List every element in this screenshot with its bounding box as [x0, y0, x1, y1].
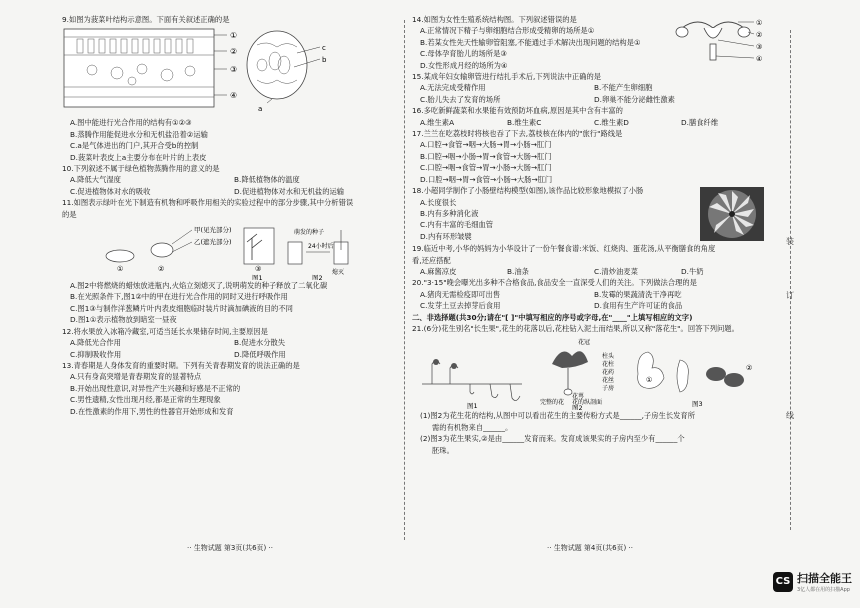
q20-option-b: B.发霉的果蔬清洗干净再吃: [594, 289, 682, 299]
leaf-label-2: ②: [230, 47, 238, 57]
q19-option-b: B.油条: [507, 266, 529, 276]
q10-option-b: B.降低植物体的温度: [234, 175, 300, 185]
q14-stem: 14.如图为女性生殖系统结构图。下列叙述错误的是: [412, 15, 577, 24]
q12-option-d: D.降低呼吸作用: [234, 349, 286, 359]
q9-option-c: C.a是气体进出的门户,其开合受b的控制: [70, 141, 199, 151]
leaf-label-b: b: [322, 56, 327, 65]
q11-figure: [62, 220, 398, 280]
q17-option-d: D.口腔→咽→胃→食管→小肠→大肠→肛门: [420, 174, 553, 184]
fig-label-light: 甲(见光部分): [194, 226, 232, 235]
peanut-diagram: [412, 334, 768, 410]
fig-label-seeds: 萌发的种子: [294, 229, 325, 237]
q19-option-c: C.清炒油麦菜: [594, 266, 638, 276]
leaf-label-a: a: [258, 105, 263, 114]
fruit-label-1: ①: [646, 376, 653, 385]
q13-stem: 13.青春期是人身体发育的重要时期。下列有关青春期发育的说法正确的是: [62, 360, 300, 370]
label-corolla: 花冠: [578, 339, 591, 347]
repro-label-3: ③: [756, 43, 763, 51]
q18-stem: 18.小超同学制作了小肠壁结构模型(如图),该作品比较形象地模拟了小肠: [412, 186, 644, 196]
q15-option-c: C.胎儿失去了发育的场所: [420, 94, 501, 104]
q10-option-d: D.促进植物体对水和无机盐的运输: [234, 186, 345, 196]
leaf-structure-diagram: [62, 25, 392, 117]
q9-option-b: B.蒸腾作用能促进水分和无机盐沿着②运输: [70, 129, 208, 139]
binder-char-1: 装: [786, 237, 794, 246]
q21-figure: [412, 334, 768, 410]
q16-option-a: A.维生素A: [420, 117, 455, 127]
label-filament: 花丝: [602, 377, 615, 385]
fig-label-shade: 乙(遮光部分): [194, 238, 232, 247]
fig2-caption: 图2: [312, 274, 323, 281]
cs-logo-icon: CS: [773, 572, 793, 592]
female-reproductive-diagram: [668, 14, 768, 70]
q10-option-c: C.促进植物体对水的吸收: [70, 186, 151, 196]
q13-option-d: D.在性激素的作用下,男性的性器官开始形成和发育: [70, 406, 234, 416]
q18-option-d: D.内有环形皱襞: [420, 231, 472, 241]
q13-option-c: C.男性遗精,女性出现月经,都是正常的生理现象: [70, 395, 221, 405]
q20-option-c: C.发芽土豆去掉芽后食用: [420, 301, 501, 311]
fig-label-out: 熄灭: [332, 269, 345, 277]
q13-option-a: A.只有身高突增是青春期发育的显著特点: [70, 372, 202, 382]
leaf-label-1: ①: [230, 31, 238, 41]
center-fold-line: [404, 20, 405, 540]
label-complete-flower: 完整的花: [540, 399, 565, 407]
svg-text:①: ①: [117, 265, 124, 274]
q13-option-b: B.开始出现性意识,对异性产生兴趣和好感是不正常的: [70, 383, 241, 393]
right-page-footer: ·· 生物试题 第4页(共6页) ··: [547, 543, 633, 552]
repro-label-1: ①: [756, 19, 763, 27]
q14-option-d: D.女性形成月经的场所为④: [420, 60, 508, 70]
q21-part2-cont: 胚珠。: [432, 445, 454, 455]
q14-option-b: B.若某女性先天性输卵管阻塞,不能通过手术解决出现问题的结构是①: [420, 37, 641, 47]
q20-stem: 20."3·15"晚会曝光出多种不合格食品,食品安全一直深受人们的关注。下列做法合理的是: [412, 278, 697, 288]
q12-option-c: C.抑制吸收作用: [70, 349, 122, 359]
q18-option-c: C.内有丰富的毛细血管: [420, 220, 494, 230]
fruit-label-2: ②: [746, 364, 753, 373]
q16-option-d: D.膳食纤维: [681, 117, 719, 127]
label-flower-section: 花的纵剖面: [572, 399, 603, 407]
q19-stem: 19.临近中考,小华的妈妈为小华设计了一份午餐食谱:米饭、红烧肉、蛋花汤,从平衡膳食的角度: [412, 244, 716, 254]
q17-option-a: A.口腔→食管→咽→大肠→胃→小肠→肛门: [420, 140, 552, 150]
q12-option-b: B.促进水分散失: [234, 338, 286, 348]
q9-stem: 9.如图为菠菜叶结构示意图。下面有关叙述正确的是: [62, 15, 230, 24]
q19-option-d: D.牛奶: [681, 266, 704, 276]
q21-stem: 21.(6分)花生别名"长生果",花生的花落以后,花柱钻入泥土而结果,所以又称"落花生"。回答下列问题。: [412, 323, 739, 333]
fig-label-24h: 24小时后: [308, 243, 334, 251]
q11-option-a: A.图2中将燃烧的蜡烛放进瓶内,火焰立刻熄灭了,说明萌发的种子释放了二氧化碳: [70, 281, 328, 291]
repro-label-4: ④: [756, 55, 763, 63]
svg-text:③: ③: [255, 265, 262, 274]
q15-option-b: B.不能产生卵细胞: [594, 83, 653, 93]
left-page-footer: ·· 生物试题 第3页(共6页) ··: [187, 543, 273, 552]
q21-part1: (1)图2为花生花的结构,从图中可以看出花生的主要传粉方式是______,子房生长发育所: [420, 411, 696, 421]
right-page: [412, 14, 768, 554]
intestine-model-photo: [698, 185, 768, 243]
q14-option-a: A.正常情况下精子与卵细胞结合形成受精卵的场所是①: [420, 26, 595, 36]
scanner-app-subtitle: 3亿人都在用的扫描App: [797, 587, 850, 593]
scanner-watermark-logo: [773, 570, 852, 593]
leaf-label-3: ③: [230, 65, 238, 75]
fig1-caption: 图1: [252, 274, 263, 281]
label-anther: 花药: [602, 369, 615, 377]
peanut-fig3-caption: 图3: [692, 400, 703, 409]
right-binding-line: [790, 30, 791, 530]
q21-part2: (2)图3为花生果实,②是由______发育而来。发育成该果实的子房内至少有______个: [420, 434, 685, 444]
q11-option-d: D.图1①表示植物放到暗室一昼夜: [70, 315, 177, 325]
q18-option-b: B.内有多种消化液: [420, 208, 479, 218]
q16-option-b: B.维生素C: [507, 117, 542, 127]
q21-part1-cont: 需的有机物来自______。: [432, 422, 513, 432]
q19-stem-cont: 看,还应搭配: [412, 255, 451, 265]
q12-stem: 12.将水果放入冰箱冷藏室,可适当延长水果储存时间,主要原因是: [62, 326, 268, 336]
q16-option-c: C.维生素D: [594, 117, 629, 127]
q20-option-a: A.猪肉无需检疫即可出售: [420, 289, 501, 299]
label-stigma: 柱头: [602, 353, 615, 361]
repro-label-2: ②: [756, 31, 763, 39]
q11-stem: 11.如图表示绿叶在光下制造有机物和呼吸作用相关的实验过程中的部分步骤,其中分析错误: [62, 198, 354, 208]
q14-option-c: C.母体孕育胎儿的场所是③: [420, 49, 507, 59]
q20-option-d: D.食用有生产许可证的食品: [594, 301, 683, 311]
leaf-label-4: ④: [230, 91, 238, 101]
q9-option-a: A.图中能进行光合作用的结构有①②③: [70, 118, 192, 128]
q16-stem: 16.多吃新鲜蔬菜和水果能有效预防坏血病,原因是其中含有丰富的: [412, 106, 623, 116]
q9-option-d: D.菠菜叶表皮上a主要分布在叶片的上表皮: [70, 152, 207, 162]
q15-option-d: D.卵巢不能分泌雌性激素: [594, 94, 675, 104]
q17-option-b: B.口腔→咽→小肠→胃→食管→大肠→肛门: [420, 151, 552, 161]
q12-option-a: A.降低光合作用: [70, 338, 121, 348]
peanut-fig1-caption: 图1: [467, 402, 478, 411]
q11-option-c: C.图1③与制作洋葱鳞片叶内表皮细胞临时装片时滴加碘液的目的不同: [70, 303, 293, 313]
section-2-heading: 二、非选择题(共30分;请在"[ ]"中填写相应的序号或字母,在"____"上填写相应的文字): [412, 312, 693, 322]
q15-option-a: A.无法完成受精作用: [420, 83, 486, 93]
experiment-diagram: [62, 220, 392, 280]
q11-option-b: B.在光照条件下,图1②中的甲在进行光合作用的同时又进行呼吸作用: [70, 292, 288, 302]
q10-stem: 10.下列叙述不属于绿色植物蒸腾作用的意义的是: [62, 164, 220, 174]
svg-text:②: ②: [158, 265, 165, 274]
q19-option-a: A.麻酱凉皮: [420, 266, 457, 276]
q17-option-c: C.口腔→咽→食管→胃→小肠→大肠→肛门: [420, 163, 552, 173]
q18-option-a: A.长度很长: [420, 197, 457, 207]
binder-char-2: 订: [786, 291, 794, 300]
label-sepal: 花萼: [572, 393, 585, 401]
q10-option-a: A.降低大气湿度: [70, 175, 121, 185]
q17-stem: 17.兰兰在吃荔枝时将核也吞了下去,荔枝核在体内的"旅行"路线是: [412, 129, 623, 139]
binder-char-3: 线: [786, 411, 794, 420]
q9-figure: [62, 25, 398, 117]
q15-stem: 15.某成年妇女输卵管进行结扎手术后,下列说法中正确的是: [412, 72, 602, 82]
left-page: [62, 14, 398, 554]
label-ovary: 子房: [602, 385, 615, 393]
peanut-fig2-caption: 图2: [572, 404, 583, 411]
leaf-label-c: c: [322, 44, 326, 53]
q11-stem-cont: 的是: [62, 209, 77, 219]
scanner-app-title: 扫描全能王: [797, 572, 852, 585]
label-style: 花柱: [602, 361, 615, 369]
